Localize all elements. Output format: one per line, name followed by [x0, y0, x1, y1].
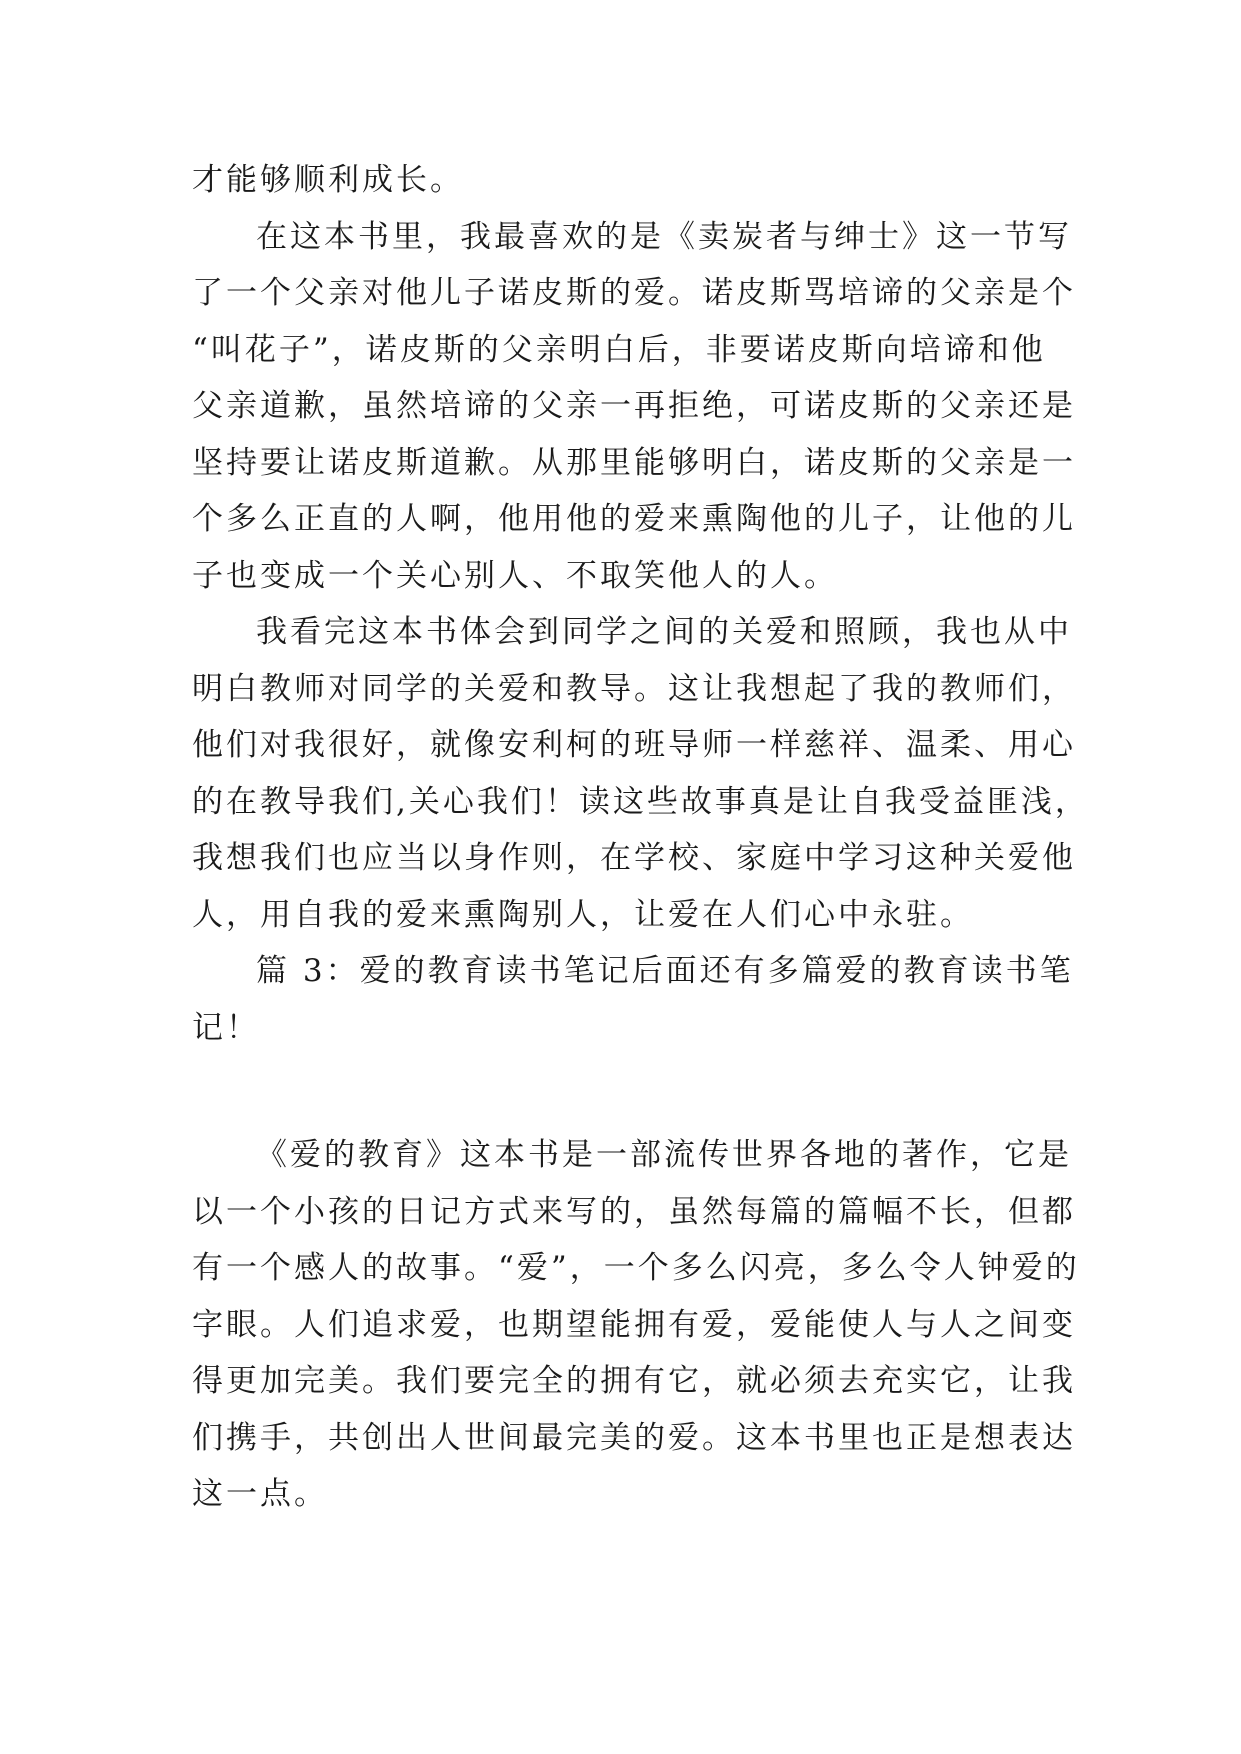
- text-line: 他们对我很好，就像安利柯的班导师一样慈祥、温柔、用心: [192, 727, 1076, 763]
- text-line: 个多么正直的人啊，他用他的爱来熏陶他的儿子，让他的儿: [192, 501, 1076, 537]
- text-line: “叫花子”，诺皮斯的父亲明白后，非要诺皮斯向培谛和他: [192, 332, 1046, 368]
- text-line: 了一个父亲对他儿子诺皮斯的爱。诺皮斯骂培谛的父亲是个: [192, 275, 1076, 311]
- text-line: 明白教师对同学的关爱和教导。这让我想起了我的教师们，: [192, 671, 1076, 707]
- text-line: 们携手，共创出人世间最完美的爱。这本书里也正是想表达: [192, 1420, 1076, 1456]
- text-line: 得更加完美。我们要完全的拥有它，就必须去充实它，让我: [192, 1363, 1076, 1399]
- text-line: 的在教导我们,关心我们！读这些故事真是让自我受益匪浅，: [192, 784, 1089, 820]
- text-line: 我看完这本书体会到同学之间的关爱和照顾，我也从中: [256, 614, 1072, 650]
- text-line: 在这本书里，我最喜欢的是《卖炭者与绅士》这一节写: [256, 219, 1072, 255]
- text-line: 篇 3：爱的教育读书笔记后面还有多篇爱的教育读书笔: [256, 953, 1074, 989]
- text-line: 《爱的教育》这本书是一部流传世界各地的著作，它是: [256, 1137, 1072, 1173]
- text-line: 父亲道歉，虽然培谛的父亲一再拒绝，可诺皮斯的父亲还是: [192, 388, 1076, 424]
- text-line: 有一个感人的故事。“爱”，一个多么闪亮，多么令人钟爱的: [192, 1250, 1080, 1286]
- text-line: 子也变成一个关心别人、不取笑他人的人。: [192, 558, 838, 594]
- text-line: 字眼。人们追求爱，也期望能拥有爱，爱能使人与人之间变: [192, 1307, 1076, 1343]
- text-line: 记！: [192, 1010, 260, 1046]
- text-line: 人，用自我的爱来熏陶别人，让爱在人们心中永驻。: [192, 897, 974, 933]
- text-line: 我想我们也应当以身作则，在学校、家庭中学习这种关爱他: [192, 840, 1076, 876]
- text-line: 坚持要让诺皮斯道歉。从那里能够明白，诺皮斯的父亲是一: [192, 445, 1076, 481]
- text-line: 这一点。: [192, 1476, 328, 1512]
- text-line: 才能够顺利成长。: [192, 162, 464, 198]
- text-line: 以一个小孩的日记方式来写的，虽然每篇的篇幅不长，但都: [192, 1194, 1076, 1230]
